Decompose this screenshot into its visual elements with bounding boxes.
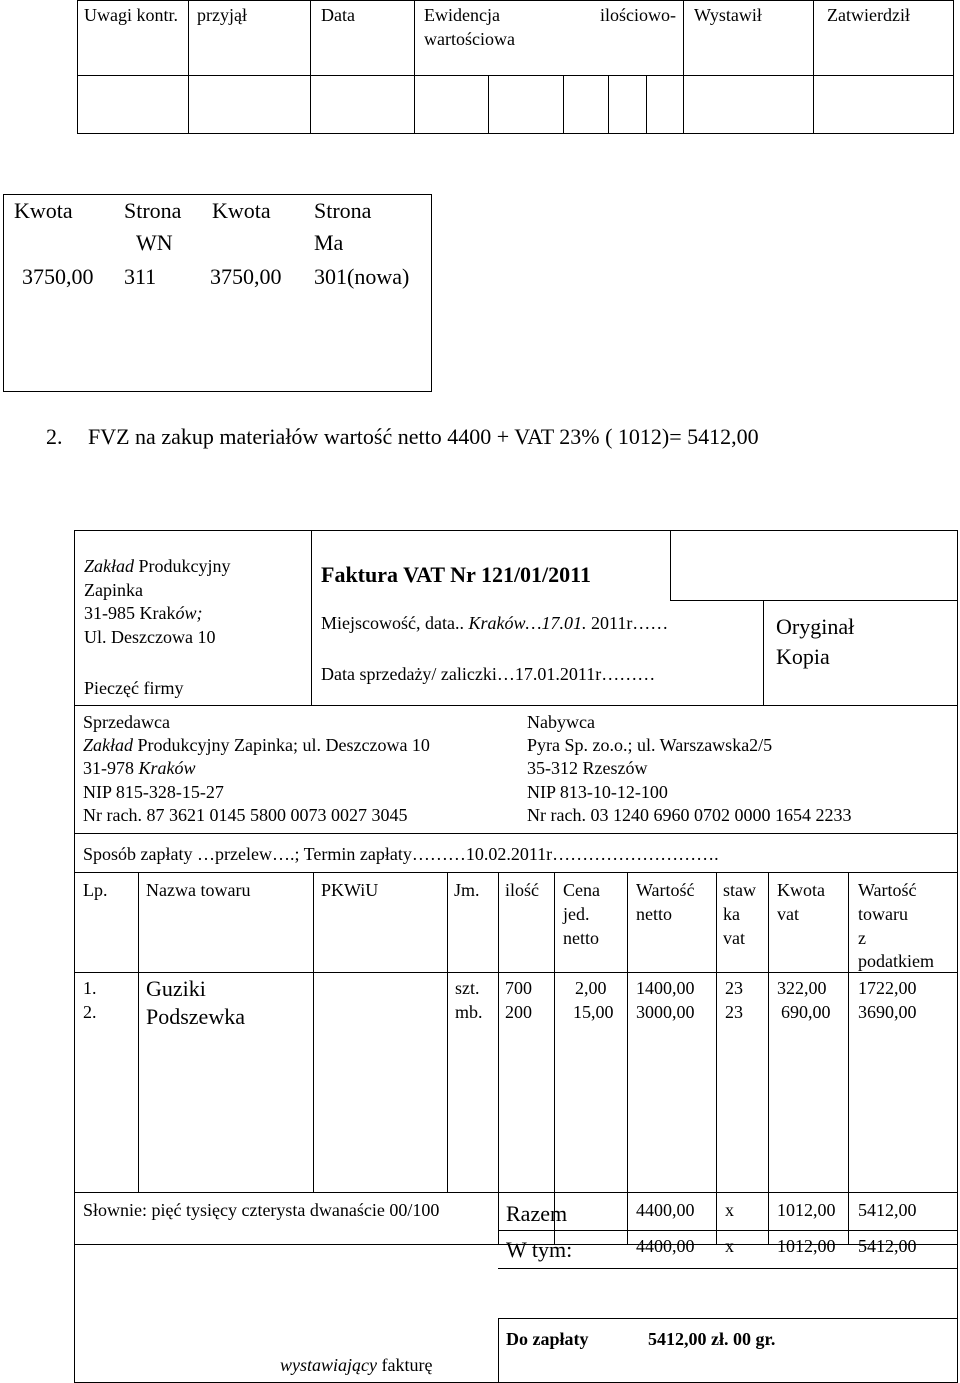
- header-ewidencja: Ewidencja: [424, 5, 500, 25]
- seller-zaklad: Zakład: [83, 735, 134, 755]
- row2-vat: 690,00: [781, 1002, 831, 1022]
- seal-line2: Zapinka: [84, 580, 143, 600]
- seller-postcode: 31-978: [83, 758, 139, 778]
- subcol-divider: [646, 75, 647, 134]
- col-divider: [313, 872, 314, 1192]
- due-value: 5412,00 zł. 00 gr.: [648, 1329, 776, 1349]
- booking-account-wn: 311: [124, 264, 157, 289]
- booking-wn: WN: [136, 230, 173, 255]
- buyer-account: Nr rach. 03 1240 6960 0702 0000 1654 2233: [527, 805, 852, 825]
- header-ilosciowo: ilościowo-: [600, 5, 676, 25]
- place-date-label: Miejscowość, data..: [321, 613, 469, 633]
- row2-name: Podszewka: [146, 1004, 245, 1029]
- col-divider: [310, 0, 311, 134]
- row1-price: 2,00: [575, 978, 607, 998]
- header-wartosciowa: wartościowa: [424, 29, 515, 49]
- header-data: Data: [321, 5, 355, 25]
- booking-kwota-ma: Kwota: [212, 198, 271, 223]
- row2-lp: 2.: [83, 1002, 97, 1022]
- buyer-nip: NIP 813-10-12-100: [527, 782, 668, 802]
- booking-account-ma: 301(nowa): [314, 264, 410, 289]
- copy-box-left: [763, 600, 764, 705]
- booking-strona-wn: Strona: [124, 198, 182, 223]
- subcol-divider: [563, 75, 564, 134]
- header-bottom-line: [74, 705, 958, 706]
- col-gross-3: z: [858, 928, 866, 948]
- invoice-title: Faktura VAT Nr 121/01/2011: [321, 562, 591, 587]
- col-price-2: jed.: [563, 904, 590, 924]
- issuer-signature-label: [280, 1355, 432, 1377]
- seller-name: [83, 735, 430, 757]
- totals-top-line: [74, 1192, 958, 1193]
- row2-price: 15,00: [573, 1002, 614, 1022]
- due-label: Do zapłaty: [506, 1329, 589, 1349]
- col-divider: [414, 0, 415, 134]
- col-lp: Lp.: [83, 880, 108, 900]
- booking-amount-ma: 3750,00: [210, 264, 282, 289]
- row1-unit: szt.: [455, 978, 480, 998]
- booking-strona-ma: Strona: [314, 198, 372, 223]
- seller-heading: Sprzedawca: [83, 712, 170, 732]
- buyer-city: 35-312 Rzeszów: [527, 758, 648, 778]
- parties-bottom-line: [74, 833, 958, 834]
- col-divider: [188, 0, 189, 134]
- seal-divider: [311, 530, 312, 705]
- row2-unit: mb.: [455, 1002, 483, 1022]
- col-divider: [447, 872, 448, 1192]
- seal-city-tail: ów;: [175, 603, 203, 623]
- copy-kopia: Kopia: [776, 644, 830, 669]
- row1-name: Guziki: [146, 976, 206, 1001]
- total-net: 4400,00: [636, 1200, 695, 1220]
- seal-produkcyjny: Produkcyjny: [134, 556, 231, 576]
- col-divider: [627, 872, 628, 1244]
- subcol-divider: [488, 75, 489, 134]
- row2-rate: 23: [725, 1002, 743, 1022]
- seal-line1: [84, 556, 231, 578]
- copy-original: Oryginał: [776, 614, 855, 639]
- issuer-rest: fakturę: [377, 1355, 433, 1375]
- row1-rate: 23: [725, 978, 743, 998]
- of-which-rate: x: [725, 1236, 734, 1256]
- col-name: Nazwa towaru: [146, 880, 251, 900]
- booking-ma: Ma: [314, 230, 344, 255]
- total-vat: 1012,00: [777, 1200, 836, 1220]
- place-date: [321, 613, 668, 635]
- of-which-gross: 5412,00: [858, 1236, 917, 1256]
- row1-vat: 322,00: [777, 978, 827, 998]
- col-vat-1: Kwota: [777, 880, 825, 900]
- seller-nip: NIP 815-328-15-27: [83, 782, 224, 802]
- col-rate-2: ka: [723, 904, 740, 924]
- col-qty: ilość: [505, 880, 539, 900]
- col-price-3: netto: [563, 928, 599, 948]
- approval-header-divider: [77, 75, 954, 76]
- col-divider: [813, 0, 814, 134]
- seal-line4: Ul. Deszczowa 10: [84, 627, 216, 647]
- col-price-1: Cena: [563, 880, 600, 900]
- row2-net: 3000,00: [636, 1002, 695, 1022]
- issuer-italic: wystawiający: [280, 1355, 377, 1375]
- row1-net: 1400,00: [636, 978, 695, 998]
- seller-city-name: Kraków: [138, 758, 196, 778]
- col-net-1: Wartość: [636, 880, 695, 900]
- seller-name-rest: Produkcyjny Zapinka; ul. Deszczowa 10: [133, 735, 430, 755]
- col-gross-4: podatkiem: [858, 951, 934, 971]
- buyer-heading: Nabywca: [527, 712, 595, 732]
- header-przyjal: przyjął: [197, 5, 247, 25]
- col-pkwiu: PKWiU: [321, 880, 379, 900]
- place-date-value: Kraków…17.01.: [468, 613, 587, 633]
- of-which-net: 4400,00: [636, 1236, 695, 1256]
- col-divider: [768, 872, 769, 1244]
- copy-box-top: [670, 600, 958, 601]
- seal-zaklad: Zakład: [84, 556, 135, 576]
- of-which-label: W tym:: [506, 1237, 573, 1262]
- col-unit: Jm.: [454, 880, 480, 900]
- row2-qty: 200: [505, 1002, 532, 1022]
- row1-qty: 700: [505, 978, 532, 998]
- col-divider: [848, 872, 849, 1244]
- total-label: Razem: [506, 1201, 568, 1226]
- buyer-name: Pyra Sp. zo.o.; ul. Warszawska2/5: [527, 735, 773, 755]
- row2-gross: 3690,00: [858, 1002, 917, 1022]
- row1-lp: 1.: [83, 978, 97, 998]
- col-gross-1: Wartość: [858, 880, 917, 900]
- seal-label: Pieczęć firmy: [84, 678, 184, 698]
- seal-line3: [84, 603, 202, 625]
- items-top-line: [74, 872, 958, 873]
- words-divider: [498, 1192, 499, 1244]
- col-divider: [683, 0, 684, 134]
- due-box-top: [498, 1318, 958, 1319]
- col-rate-3: vat: [723, 928, 745, 948]
- booking-kwota-wn: Kwota: [14, 198, 73, 223]
- place-date-tail: 2011r……: [586, 613, 669, 633]
- amount-in-words: Słownie: pięć tysięcy czterysta dwanaście 00/100: [83, 1200, 440, 1220]
- item-number: 2.: [46, 424, 63, 449]
- sale-date: Data sprzedaży/ zaliczki…17.01.2011r………: [321, 664, 656, 684]
- subcol-divider: [608, 75, 609, 134]
- seal-postcode: 31-985 Krak: [84, 603, 176, 623]
- of-which-vat: 1012,00: [777, 1236, 836, 1256]
- items-header-bottom: [74, 972, 958, 973]
- header-wystawil: Wystawił: [694, 5, 762, 25]
- col-vat-2: vat: [777, 904, 799, 924]
- header-uwagi: Uwagi kontr.: [84, 5, 178, 25]
- total-gross: 5412,00: [858, 1200, 917, 1220]
- col-divider: [554, 872, 555, 1244]
- col-net-2: netto: [636, 904, 672, 924]
- item-description: FVZ na zakup materiałów wartość netto 4400 + VAT 23% ( 1012)= 5412,00: [88, 424, 759, 449]
- row1-gross: 1722,00: [858, 978, 917, 998]
- title-divider: [670, 530, 671, 600]
- due-box-left: [498, 1318, 499, 1383]
- col-gross-2: towaru: [858, 904, 908, 924]
- totals-bottom-line: [498, 1268, 958, 1269]
- col-divider: [716, 872, 717, 1244]
- seller-account: Nr rach. 87 3621 0145 5800 0073 0027 3045: [83, 805, 408, 825]
- payment-line: Sposób zapłaty …przelew….; Termin zapłaty………10.02.2011r……………………….: [83, 844, 719, 864]
- col-rate-1: staw: [723, 880, 756, 900]
- col-divider: [498, 872, 499, 1192]
- total-rate: x: [725, 1200, 734, 1220]
- booking-amount-wn: 3750,00: [22, 264, 94, 289]
- header-zatwierdzil: Zatwierdził: [827, 5, 910, 25]
- totals-mid-line: [498, 1230, 958, 1231]
- seller-city: [83, 758, 196, 780]
- col-divider: [138, 872, 139, 1192]
